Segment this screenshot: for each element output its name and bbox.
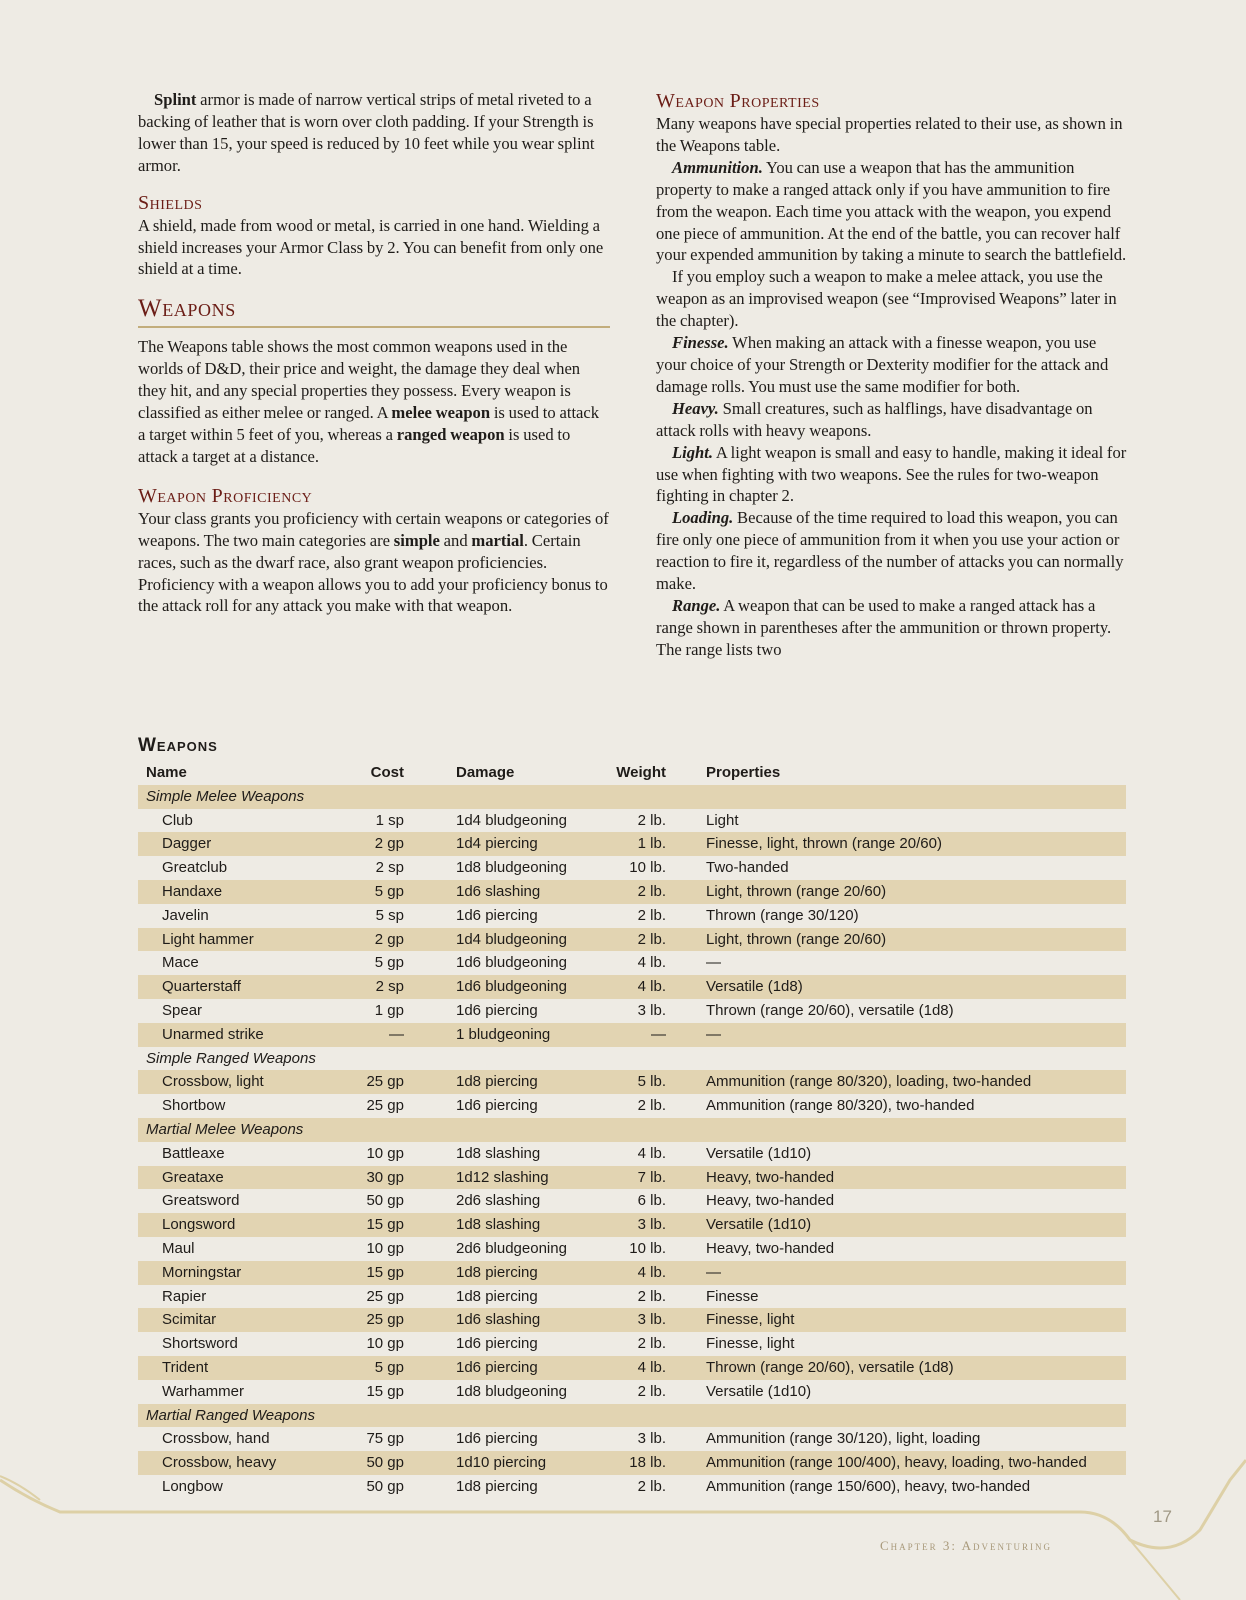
weapon-name: Warhammer [162, 1382, 244, 1400]
damage: 1d6 piercing [456, 1358, 538, 1376]
cost: 50 gp [366, 1477, 404, 1495]
section-heading: Weapons [138, 294, 610, 328]
damage: 1d6 piercing [456, 1335, 538, 1353]
weapon-name: Dagger [162, 835, 212, 853]
weight: 2 lb. [637, 1287, 666, 1305]
emphasis-text: simple [393, 530, 440, 550]
cost: 25 gp [366, 1073, 404, 1091]
properties: — [706, 1025, 721, 1043]
weapon-name: Longsword [162, 1216, 236, 1234]
weight: 2 lb. [637, 930, 666, 948]
page-number: 17 [1153, 1507, 1172, 1526]
category-label: Simple Melee Weapons [146, 787, 305, 805]
properties: Ammunition (range 100/400), heavy, loading, two-handed [706, 1454, 1087, 1472]
table-row [138, 1023, 1126, 1047]
text-run: Many weapons have special properties related to their use, as shown in the Weapons table. [656, 114, 1123, 155]
weight: 18 lb. [629, 1454, 666, 1472]
weapon-name: Quarterstaff [162, 978, 241, 996]
paragraph [656, 398, 1128, 442]
weight: 3 lb. [637, 1001, 666, 1019]
weapon-name: Crossbow, light [162, 1073, 264, 1091]
properties: Finesse [706, 1287, 759, 1305]
cost: 15 gp [366, 1263, 404, 1281]
damage: 1d4 piercing [456, 835, 538, 853]
text-run: is used to attack a target at a distance. [138, 424, 571, 466]
paragraph [656, 113, 1128, 157]
text-run: is used to attack a target within 5 feet of you, whereas a [138, 403, 600, 444]
weapon-name: Mace [162, 954, 199, 972]
paragraph [138, 215, 610, 281]
emphasis-text: ranged weapon [396, 424, 505, 444]
weapon-name: Crossbow, hand [162, 1430, 270, 1448]
table-row [138, 1356, 1126, 1380]
cost: 2 gp [374, 835, 404, 853]
paragraph [138, 89, 610, 177]
weapon-name: Spear [162, 1001, 203, 1019]
damage: 1d8 slashing [456, 1216, 541, 1234]
emphasis-text: Splint [154, 90, 197, 109]
header-damage: Damage [456, 764, 515, 781]
properties: Versatile (1d10) [706, 1382, 812, 1400]
properties: Thrown (range 20/60), versatile (1d8) [706, 1001, 954, 1019]
text-run: A light weapon is small and easy to handle, making it ideal for use when fighting with two weapons. See the rules for two-weapon fighting in chapter 2. [656, 442, 1127, 506]
table-row [138, 880, 1126, 904]
weight: 2 lb. [637, 811, 666, 829]
weight: 2 lb. [637, 1382, 666, 1400]
table-row [138, 999, 1126, 1023]
damage: 1d6 slashing [456, 882, 541, 900]
table-category-row [138, 1118, 1126, 1142]
category-label: Martial Melee Weapons [146, 1120, 304, 1138]
damage: 1d6 piercing [456, 1430, 538, 1448]
subsection-heading: Weapon Proficiency [138, 484, 313, 507]
text-run: Small creatures, such as halflings, have disadvantage on attack rolls with heavy weapons. [656, 398, 1093, 440]
table-title: Weapons [138, 735, 218, 756]
table-category-row [138, 1047, 1126, 1071]
cost: — [389, 1025, 404, 1043]
weight: 2 lb. [637, 1477, 666, 1495]
cost: 2 gp [374, 930, 404, 948]
damage: 1d6 piercing [456, 1097, 538, 1115]
weight: 6 lb. [637, 1192, 666, 1210]
weight: 2 lb. [637, 1097, 666, 1115]
properties: Thrown (range 30/120) [706, 906, 859, 924]
weapon-name: Handaxe [162, 882, 223, 900]
weight: 10 lb. [629, 1239, 666, 1257]
paragraph [656, 332, 1128, 398]
damage: 1d6 piercing [456, 1001, 538, 1019]
weight: 2 lb. [637, 1335, 666, 1353]
cost: 10 gp [366, 1335, 404, 1353]
header-weight: Weight [616, 764, 666, 781]
paragraph [656, 507, 1128, 595]
damage: 1d8 piercing [456, 1287, 538, 1305]
cost: 30 gp [366, 1168, 404, 1186]
damage: 2d6 bludgeoning [456, 1239, 567, 1257]
text-run: Because of the time required to load this weapon, you can fire only one piece of ammunition from it when you use your action or reaction to fire it, regardless of the number of attacks you can normally make. [656, 508, 1124, 594]
category-label: Simple Ranged Weapons [146, 1049, 316, 1067]
damage: 1d8 bludgeoning [456, 859, 567, 877]
emphasis-text: Loading. [672, 508, 734, 528]
emphasis-text: martial [471, 530, 524, 550]
paragraph [138, 508, 610, 618]
cost: 15 gp [366, 1382, 404, 1400]
subsection-heading: Weapon Properties [656, 90, 820, 112]
damage: 1d8 slashing [456, 1144, 541, 1162]
table-row [138, 1285, 1126, 1309]
paragraph [138, 336, 610, 467]
cost: 50 gp [366, 1192, 404, 1210]
properties: Heavy, two-handed [706, 1192, 835, 1210]
properties: Versatile (1d10) [706, 1144, 812, 1162]
damage: 1d8 bludgeoning [456, 1382, 567, 1400]
cost: 50 gp [366, 1454, 404, 1472]
weight: 10 lb. [629, 859, 666, 877]
subsection-heading: Shields [138, 191, 203, 214]
text-run: A shield, made from wood or metal, is carried in one hand. Wielding a shield increases your Armor Class by 2. You can benefit from only one shield at a time. [138, 215, 604, 279]
weight: 4 lb. [637, 1358, 666, 1376]
text-run: The Weapons table shows the most common weapons used in the worlds of D&D, their price and weight, the damage they deal when they hit, and any special properties they possess. Every weapon is classified as either melee or ranged. A [138, 337, 581, 423]
damage: 1d6 slashing [456, 1311, 541, 1329]
table-row [138, 904, 1126, 928]
cost: 2 sp [375, 978, 404, 996]
weight: — [651, 1025, 666, 1043]
cost: 5 gp [374, 1358, 404, 1376]
text-run: . Certain races, such as the dwarf race, also grant weapon proficiencies. Proficiency with a weapon allows you to add your proficiency bonus to the attack roll for any attack you make with that weapon. [138, 530, 608, 616]
cost: 25 gp [366, 1097, 404, 1115]
cost: 10 gp [366, 1144, 404, 1162]
table-row [138, 1213, 1126, 1237]
cost: 25 gp [366, 1287, 404, 1305]
table-row [138, 832, 1126, 856]
text-run: armor is made of narrow vertical strips of metal riveted to a backing of leather that is worn over cloth padding. If your Strength is lower than 15, your speed is reduced by 10 feet while you wear splint armor. [138, 90, 595, 175]
table-row [138, 928, 1126, 952]
cost: 15 gp [366, 1216, 404, 1234]
weapon-name: Greatsword [162, 1192, 240, 1210]
table-row [138, 1332, 1126, 1356]
emphasis-text: Ammunition. [672, 157, 763, 177]
properties: Heavy, two-handed [706, 1239, 835, 1257]
damage: 1d6 bludgeoning [456, 978, 567, 996]
damage: 1d8 piercing [456, 1263, 538, 1281]
properties: Light [706, 811, 739, 829]
properties: Versatile (1d10) [706, 1216, 812, 1234]
left-column [138, 89, 610, 617]
table-row [138, 1427, 1126, 1451]
table-header-row [138, 761, 1126, 785]
table-row [138, 1189, 1126, 1213]
properties: Thrown (range 20/60), versatile (1d8) [706, 1358, 954, 1376]
weapon-name: Longbow [162, 1477, 223, 1495]
text-run: You can use a weapon that has the ammunition property to make a ranged attack only if you have ammunition to fire from the weapon. Each time you attack with the weapon, you expend one piece of ammunition. At the end of the battle, you can recover half your expended ammunition by taking a minute to search the battlefield. [656, 157, 1127, 265]
table-row [138, 1308, 1126, 1332]
properties: Ammunition (range 80/320), two-handed [706, 1097, 975, 1115]
emphasis-text: Range. [672, 595, 721, 615]
paragraph [656, 266, 1128, 332]
weapon-name: Shortsword [162, 1335, 238, 1353]
damage: 1 bludgeoning [456, 1025, 551, 1043]
damage: 1d6 bludgeoning [456, 954, 567, 972]
text-run: When making an attack with a finesse weapon, you use your choice of your Strength or Dexterity modifier for the attack and damage rolls. You must use the same modifier for both. [656, 333, 1109, 396]
weapon-name: Unarmed strike [162, 1025, 264, 1043]
damage: 1d8 piercing [456, 1477, 538, 1495]
cost: 5 sp [375, 906, 404, 924]
table-row [138, 1094, 1126, 1118]
cost: 1 gp [374, 1001, 404, 1019]
weight: 2 lb. [637, 882, 666, 900]
weapon-name: Battleaxe [162, 1144, 225, 1162]
weapon-name: Javelin [162, 906, 209, 924]
text-run: Your class grants you proficiency with certain weapons or categories of weapons. The two main categories are [138, 508, 609, 550]
table-row [138, 951, 1126, 975]
properties: Light, thrown (range 20/60) [706, 882, 887, 900]
weapon-name: Maul [162, 1239, 195, 1257]
properties: Finesse, light, thrown (range 20/60) [706, 835, 942, 853]
weapon-name: Shortbow [162, 1097, 226, 1115]
properties: Versatile (1d8) [706, 978, 803, 996]
cost: 1 sp [375, 811, 404, 829]
weapons-table [138, 734, 1126, 1499]
weapon-name: Morningstar [162, 1263, 242, 1281]
weight: 3 lb. [637, 1430, 666, 1448]
category-label: Martial Ranged Weapons [146, 1406, 315, 1424]
weapon-name: Club [162, 811, 193, 829]
cost: 75 gp [366, 1430, 404, 1448]
table-row [138, 1261, 1126, 1285]
table-row [138, 1475, 1126, 1499]
properties: Finesse, light [706, 1335, 795, 1353]
properties: Ammunition (range 150/600), heavy, two-handed [706, 1477, 1031, 1495]
weight: 5 lb. [637, 1073, 666, 1091]
paragraph [656, 595, 1128, 661]
table-row [138, 856, 1126, 880]
properties: Ammunition (range 30/120), light, loading [706, 1430, 981, 1448]
table-row [138, 975, 1126, 999]
weapon-name: Greataxe [162, 1168, 224, 1186]
header-name: Name [146, 764, 187, 781]
weight: 4 lb. [637, 978, 666, 996]
cost: 2 sp [375, 859, 404, 877]
table-row [138, 1380, 1126, 1404]
text-run: If you employ such a weapon to make a melee attack, you use the weapon as an improvised weapon (see “Improvised Weapons” later in the chapter). [656, 267, 1117, 331]
damage: 1d4 bludgeoning [456, 811, 567, 829]
table-row [138, 1070, 1126, 1094]
paragraph [656, 157, 1128, 267]
weight: 4 lb. [637, 1144, 666, 1162]
table-category-row [138, 1404, 1126, 1428]
text-run: and [439, 530, 472, 550]
weapon-name: Greatclub [162, 859, 228, 877]
cost: 25 gp [366, 1311, 404, 1329]
emphasis-text: Light. [672, 442, 714, 462]
table-row [138, 1237, 1126, 1261]
properties: Ammunition (range 80/320), loading, two-handed [706, 1073, 1032, 1091]
damage: 1d8 piercing [456, 1073, 538, 1091]
weapon-name: Crossbow, heavy [162, 1454, 277, 1472]
weight: 2 lb. [637, 906, 666, 924]
weapon-name: Rapier [162, 1287, 207, 1305]
properties: Two-handed [706, 859, 789, 877]
header-properties: Properties [706, 764, 781, 781]
weight: 4 lb. [637, 1263, 666, 1281]
properties: Finesse, light [706, 1311, 795, 1329]
damage: 1d10 piercing [456, 1454, 547, 1472]
header-cost: Cost [370, 764, 404, 781]
chapter-footer: Chapter 3: Adventuring [880, 1538, 1052, 1553]
text-run: A weapon that can be used to make a ranged attack has a range shown in parentheses after the ammunition or thrown property. The range lists two [656, 595, 1112, 659]
damage: 1d6 piercing [456, 906, 538, 924]
cost: 10 gp [366, 1239, 404, 1257]
table-row [138, 1451, 1126, 1475]
weight: 3 lb. [637, 1216, 666, 1234]
table-row [138, 1142, 1126, 1166]
table-row [138, 809, 1126, 833]
emphasis-text: Finesse. [672, 333, 729, 353]
weight: 4 lb. [637, 954, 666, 972]
weight: 3 lb. [637, 1311, 666, 1329]
damage: 1d12 slashing [456, 1168, 549, 1186]
properties: — [706, 1263, 721, 1281]
properties: Light, thrown (range 20/60) [706, 930, 887, 948]
right-column [656, 89, 1128, 661]
emphasis-text: Heavy. [672, 398, 719, 418]
weight: 1 lb. [637, 835, 666, 853]
weight: 7 lb. [637, 1168, 666, 1186]
properties: — [706, 954, 721, 972]
properties: Heavy, two-handed [706, 1168, 835, 1186]
table-row [138, 1166, 1126, 1190]
paragraph [656, 442, 1128, 508]
cost: 5 gp [374, 954, 404, 972]
damage: 2d6 slashing [456, 1192, 541, 1210]
cost: 5 gp [374, 882, 404, 900]
table-category-row [138, 785, 1126, 809]
damage: 1d4 bludgeoning [456, 930, 567, 948]
weapon-name: Light hammer [162, 930, 254, 948]
weapon-name: Scimitar [162, 1311, 217, 1329]
weapon-name: Trident [162, 1358, 209, 1376]
emphasis-text: melee weapon [391, 403, 491, 423]
